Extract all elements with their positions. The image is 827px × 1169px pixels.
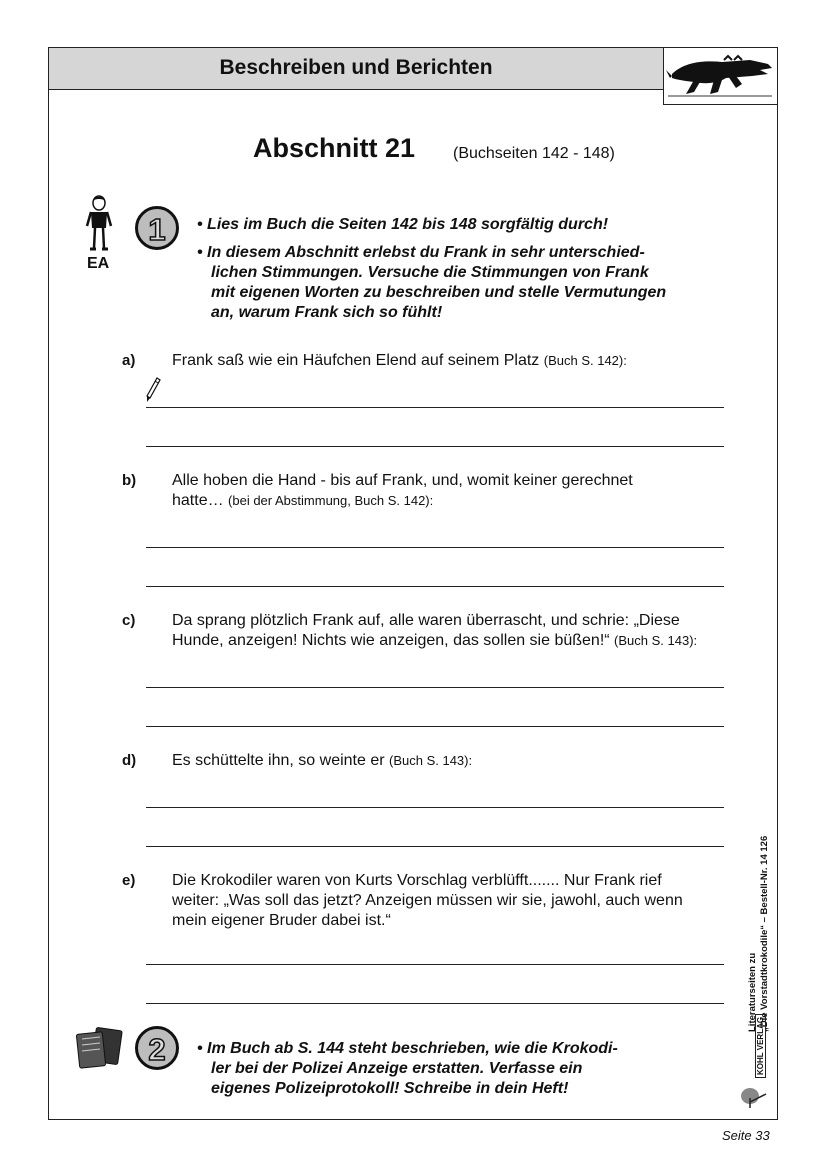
task1-bullet2-line2: lichen Stimmungen. Versuche die Stimmungen von Frank (211, 264, 649, 281)
task-number-1: 1 (135, 206, 179, 250)
answer-line[interactable] (146, 547, 724, 548)
task2-line2: ler bei der Polizei Anzeige erstatten. Verfasse ein (211, 1060, 583, 1077)
pencil-icon (144, 376, 162, 404)
answer-line[interactable] (146, 446, 724, 447)
task1-bullet2-line1: • In diesem Abschnitt erlebst du Frank in sehr unterschied- (197, 244, 645, 261)
task2-line1: • Im Buch ab S. 144 steht beschrieben, wie die Krokodi- (197, 1040, 618, 1057)
notebook-icon (74, 1025, 124, 1071)
publisher-logo: KOHL VERLAG (755, 1014, 766, 1078)
answer-line[interactable] (146, 846, 724, 847)
question-text: Alle hoben die Hand - bis auf Frank, und, womit keiner gerechnet hatte… (bei der Abstimmung, Buch S. 142): (172, 472, 633, 509)
crocodile-icon (664, 48, 776, 103)
task1-bullet2-line4: an, warum Frank sich so fühlt! (211, 304, 443, 321)
answer-line[interactable] (146, 726, 724, 727)
sidebar-text: Literaturseiten zu „Die Vorstadtkrokodile“ – Bestell-Nr. 14 126 (747, 835, 770, 1032)
answer-line[interactable] (146, 586, 724, 587)
answer-line[interactable] (146, 964, 724, 965)
task1-bullet1: • Lies im Buch die Seiten 142 bis 148 sorgfältig durch! (197, 216, 609, 233)
question-text: Die Krokodiler waren von Kurts Vorschlag verblüfft....... Nur Frank rief weiter: „Was soll das jetzt? Anzeigen müssen wir sie, jawohl, auch wenn mein eigener Bruder dabei ist.“ (172, 872, 683, 929)
question-text: Frank saß wie ein Häufchen Elend auf seinem Platz (Buch S. 142): (172, 352, 627, 369)
question-text: Da sprang plötzlich Frank auf, alle waren überrascht, und schrie: „Diese Hunde, anzeigen! Nichts wie anzeigen, das sollen sie büßen!“ (Buch S. 143): (172, 612, 698, 649)
work-mode-badge: EA (87, 255, 110, 272)
crocodile-illustration (663, 47, 778, 105)
task1-bullet2-line3: mit eigenen Worten zu beschreiben und stelle Vermutungen (211, 284, 667, 301)
answer-line[interactable] (146, 407, 724, 408)
tree-logo-icon (738, 1084, 772, 1110)
question-letter: d) (122, 752, 137, 769)
question-letter: a) (122, 352, 136, 369)
answer-line[interactable] (146, 687, 724, 688)
section-title: Abschnitt 21 (253, 133, 416, 163)
task2-line3: eigenes Polizeiprotokoll! Schreibe in dein Heft! (211, 1080, 569, 1097)
answer-line[interactable] (146, 807, 724, 808)
question-text: Es schüttelte ihn, so weinte er (Buch S. 143): (172, 752, 473, 769)
question-letter: b) (122, 472, 137, 489)
student-icon (84, 194, 114, 252)
section-pages: (Buchseiten 142 - 148) (453, 145, 615, 162)
page-title: Beschreiben und Berichten (219, 56, 493, 79)
question-letter: e) (122, 872, 136, 889)
question-letter: c) (122, 612, 136, 629)
task-number-2: 2 (135, 1026, 179, 1070)
page-number: Seite 33 (722, 1128, 770, 1143)
answer-line[interactable] (146, 1003, 724, 1004)
